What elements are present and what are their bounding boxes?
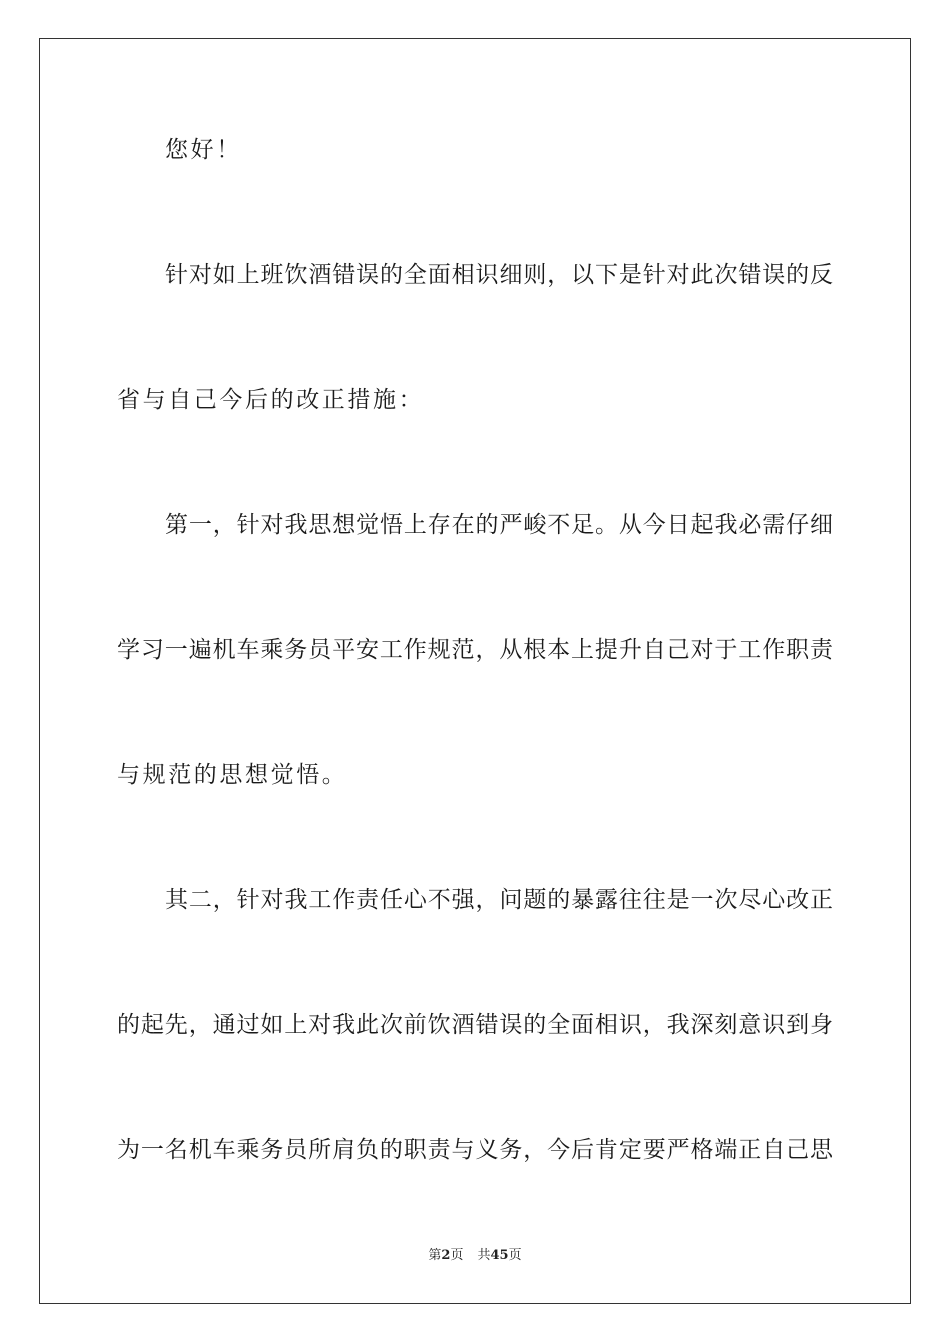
paragraph-intro-line-2: 省与自己今后的改正措施： bbox=[117, 387, 425, 413]
greeting-line: 您好！ bbox=[165, 137, 242, 163]
paragraph-first-line-1: 第一，针对我思想觉悟上存在的严峻不足。从今日起我必需仔细 bbox=[165, 512, 833, 538]
page-footer bbox=[0, 1247, 950, 1265]
footer-total-pages: 45 bbox=[490, 1248, 509, 1263]
footer-total-suffix: 页 bbox=[508, 1248, 522, 1263]
footer-page-prefix: 第 bbox=[428, 1248, 442, 1263]
page-frame bbox=[39, 38, 911, 1304]
paragraph-second-line-3: 为一名机车乘务员所肩负的职责与义务，今后肯定要严格端正自己思 bbox=[117, 1137, 833, 1163]
paragraph-second-line-1: 其二，针对我工作责任心不强，问题的暴露往往是一次尽心改正 bbox=[165, 887, 833, 913]
footer-page-suffix: 页 bbox=[450, 1248, 464, 1263]
paragraph-first-line-3: 与规范的思想觉悟。 bbox=[117, 762, 348, 788]
paragraph-intro-line-1: 针对如上班饮酒错误的全面相识细则，以下是针对此次错误的反 bbox=[165, 262, 833, 288]
paragraph-first-line-2: 学习一遍机车乘务员平安工作规范，从根本上提升自己对于工作职责 bbox=[117, 637, 833, 663]
footer-total-prefix: 共 bbox=[477, 1248, 491, 1263]
footer-page-number: 2 bbox=[441, 1248, 451, 1263]
paragraph-second-line-2: 的起先，通过如上对我此次前饮酒错误的全面相识，我深刻意识到身 bbox=[117, 1012, 833, 1038]
